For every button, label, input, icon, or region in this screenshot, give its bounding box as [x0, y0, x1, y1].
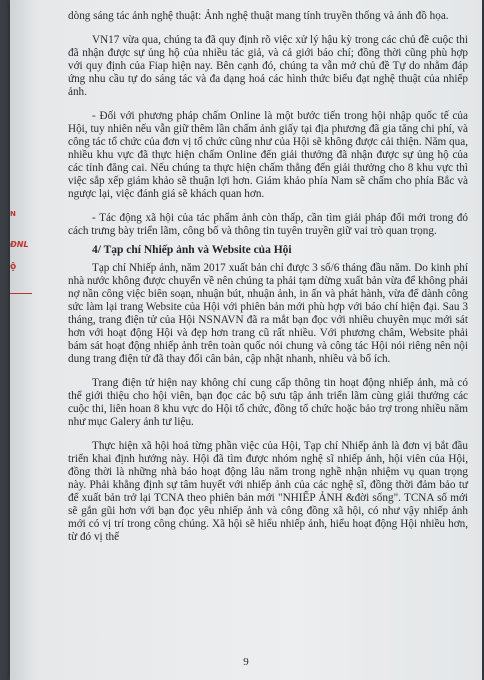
paragraph: Thực hiện xã hội hoá từng phần việc của Hội, Tạp chí Nhiếp ảnh là đơn vị bắt đầu triển khai định hướng này. Hội đã tìm được nhóm nghệ sĩ nhiếp ảnh, hội viên của Hội, đồng thời là những nhà báo hoạt động lâu năm trong nghề nhận nhiệm vụ quan trọng này. Phải khẳng định sự tâm huyết với nhiếp ảnh của các nghệ sĩ, đồng thời đảm bảo tư để xuất bản trở lại TCNA theo phiên bản mới "NHIẾP ẢNH &đời sống". TCNA số mới sẽ gắn gũi hơn với bạn đọc yêu nhiếp ảnh và công đồng xã hội, có như vậy nhiếp ảnh mới có vị trí trong công chúng. Xã hội sẽ hiểu nhiếp ảnh, hiểu hoạt động Hội nhiều hơn, từ đó vị thế — [68, 440, 468, 543]
paragraph: Trang điện tử hiện nay không chỉ cung cấp thông tin hoạt động nhiếp ảnh, mà có thể giới thiệu cho hội viên, bạn đọc các bộ sưu tập ảnh triển lãm cùng giải thưởng các cuộc thi, liên hoan 8 khu vực do Hội tổ chức, đồng tổ chức hoặc bảo trợ trong nhiều năm như mục Galery ảnh tư liệu. — [68, 377, 468, 428]
paragraph: Tạp chí Nhiếp ảnh, năm 2017 xuất bản chỉ được 3 số/6 tháng đầu năm. Do kinh phí nhà nước không được chuyển về nên chúng ta phải tạm dừng xuất bản vừa để không phải nợ nần công việc biên soạn, nhuận bút, nhuận ảnh, in ấn và phát hành, vừa để dành công sức làm lại trang Website của Hội với phiên bản mới phù hợp với báo chí hiện đại. Sau 3 tháng, trang điện tử của Hội NSNAVN đã ra mắt bạn đọc với nhiều chuyên mục mới sát hơn với hoạt động Hội và đẹp hơn trang cũ rất nhiều. Với phương châm, Website phải bám sát hoạt động nhiếp ảnh trên toàn quốc nói chung và công tác Hội nói riêng nên nội dung trang điện tử đã thay đổi cân bản, cập nhật nhanh, nhiều và bổ ích. — [68, 262, 468, 365]
section-heading: 4/ Tạp chí Nhiếp ảnh và Website của Hội — [92, 244, 292, 256]
margin-mark-line — [10, 293, 32, 294]
page-body — [68, 10, 468, 555]
paragraph: VN17 vừa qua, chúng ta đã quy định rõ việc xử lý hậu kỳ trong các chủ đề cuộc thi đã nhận được sự ủng hộ của nhiều tác giả, và cả giới báo chí; đồng thời cũng phù hợp với quy định của Fiap hiện nay. Bên cạnh đó, chúng ta vẫn mở chủ đề Tự do nhằm đáp ứng nhu cầu tự do sáng tác và đa dạng hoá các hình thức biểu đạt nghệ thuật của nhiếp ảnh. — [68, 34, 468, 98]
paragraph: dòng sáng tác ảnh nghệ thuật: Ảnh nghệ thuật mang tính truyền thống và ảnh đồ họa. — [68, 10, 449, 22]
margin-note: ĐNL — [10, 240, 29, 249]
margin-note: ộ — [10, 262, 17, 272]
page-number: 9 — [243, 656, 249, 668]
paragraph: - Đối với phương pháp chấm Online là một bước tiến trong hội nhập quốc tế của Hội, tuy nhiên nếu vẫn giữ thêm lần chấm ảnh giấy tại địa phương đã gia tăng chi phí, và công tác tổ chức của đơn vị tổ chức cũng như của Hội sẽ không được cải thiện. Năm qua, nhiều khu vực đã thực hiện chấm Online đến giải thưởng đã nhận được sự ủng hộ của các tỉnh đăng cai. Nếu chúng ta thực hiện chấm thẳng đến giải thưởng cho 8 khu vực thì việc sắp xếp giám khảo sẽ thuận lợi hơn. Giám khảo phía Nam sẽ chấm cho phía Bắc và ngược lại, việc đánh giá sẽ khách quan hơn. — [68, 110, 468, 200]
document-page — [10, 0, 482, 680]
margin-note: N — [10, 210, 16, 218]
paragraph: - Tác động xã hội của tác phẩm ảnh còn thấp, cần tìm giải pháp đổi mới trong đó cách trưng bày triển lãm, công bố và thông tin tuyên truyền giữ vai trò quan trọng. — [68, 212, 468, 237]
